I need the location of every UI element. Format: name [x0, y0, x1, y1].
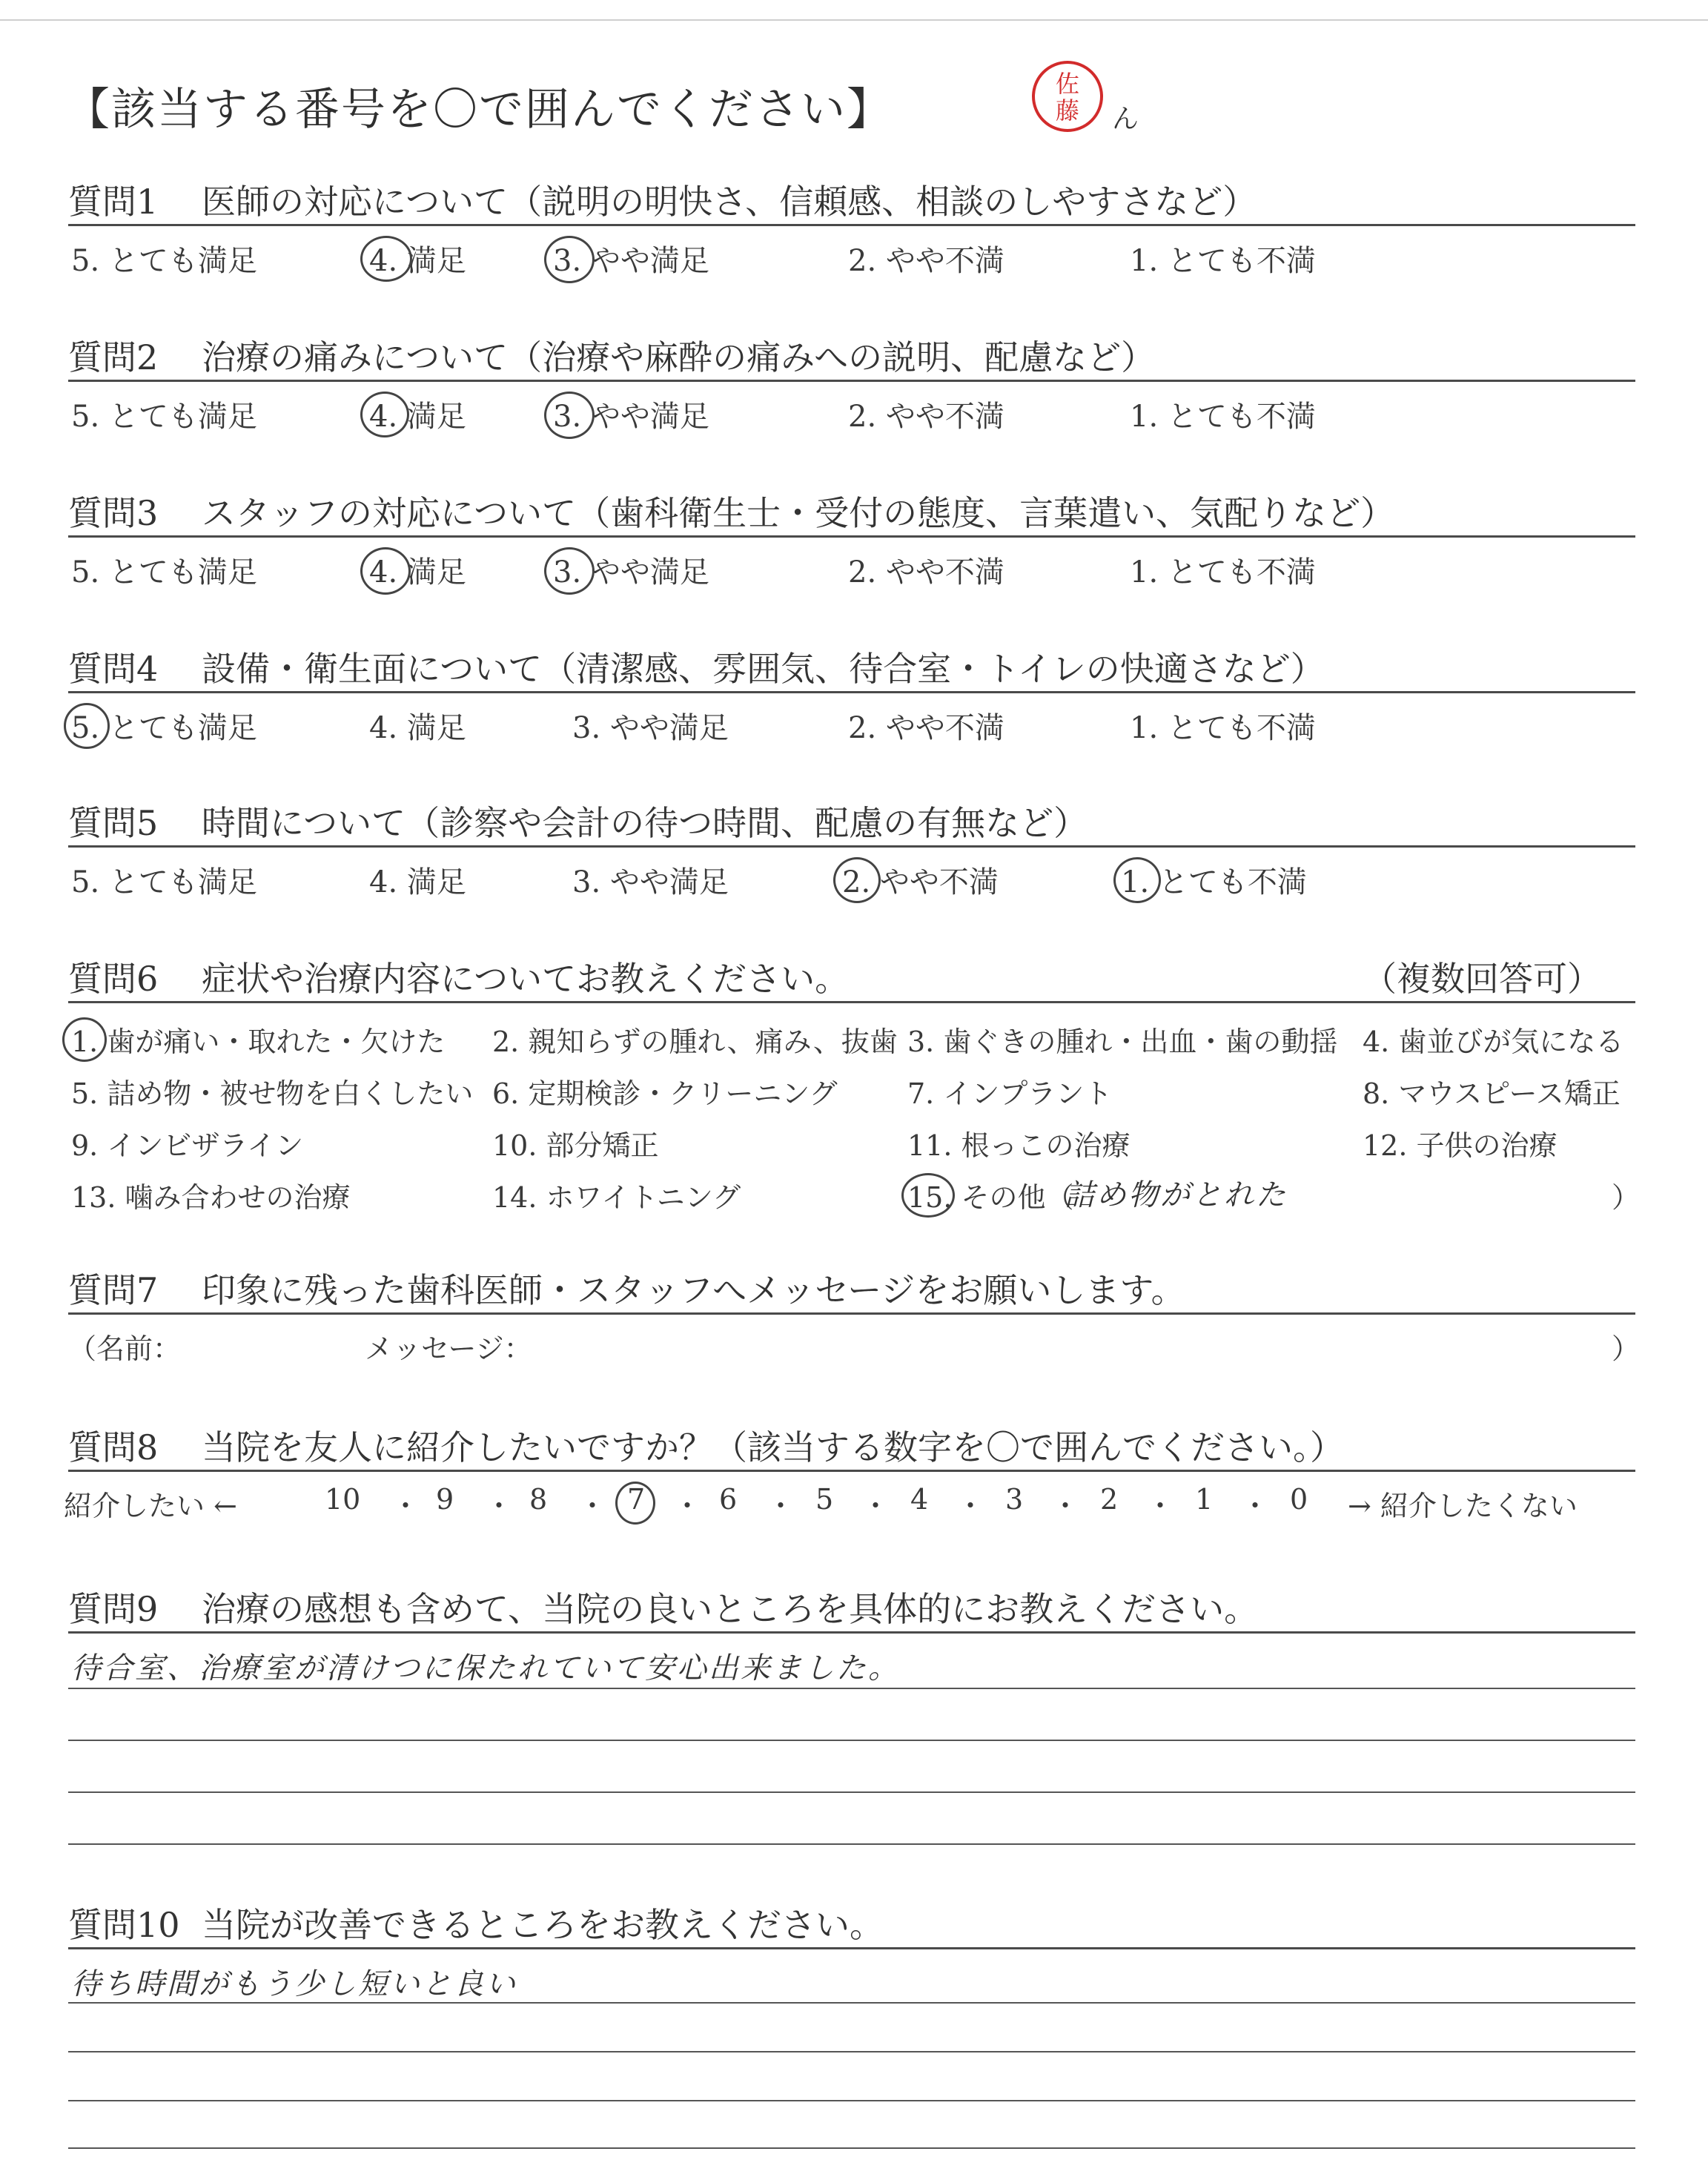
- q5-option-2[interactable]: 2. やや不満: [842, 865, 999, 899]
- seal-stamp: [1029, 58, 1106, 135]
- svg-text:佐: 佐: [1055, 70, 1080, 98]
- q5-label: 質問5: [68, 803, 159, 843]
- q6-text: 症状や治療内容についてお教えください。: [202, 959, 850, 999]
- q8-dot-2: ・: [485, 1490, 514, 1522]
- q6-item-8[interactable]: 8. マウスピース矯正: [1363, 1077, 1621, 1110]
- q8-score-10[interactable]: 10: [325, 1483, 361, 1516]
- q3-option-4[interactable]: 4. 満足: [369, 555, 466, 589]
- q8-dot-7: ・: [956, 1490, 985, 1522]
- q9-answer-line-2: [68, 1740, 1635, 1741]
- q7-close-paren: ）: [1612, 1332, 1641, 1365]
- q2-option-3[interactable]: 3. やや満足: [553, 400, 709, 434]
- q8-dot-9: ・: [1146, 1490, 1175, 1522]
- q9-answer-line-3: [68, 1791, 1635, 1793]
- q5-text: 時間について（診察や会計の待つ時間、配慮の有無など）: [202, 803, 1088, 843]
- q6-item-3[interactable]: 3. 歯ぐきの腫れ・出血・歯の動揺: [907, 1025, 1338, 1058]
- q9-answer[interactable]: 待合室、治療室が清けつに保たれていて安心出来ました。: [71, 1651, 900, 1685]
- q4-option-2[interactable]: 2. やや不満: [848, 711, 1004, 745]
- q8-dot-8: ・: [1051, 1490, 1080, 1522]
- q6-item-6[interactable]: 6. 定期検診・クリーニング: [492, 1077, 838, 1110]
- q6-item-10[interactable]: 10. 部分矯正: [492, 1129, 659, 1162]
- q6-item-15[interactable]: 15. その他（: [907, 1181, 1074, 1214]
- q4-option-4[interactable]: 4. 満足: [369, 711, 466, 745]
- q9-rule: [68, 1631, 1635, 1634]
- q6-label: 質問6: [68, 959, 159, 999]
- q9-answer-line-1: [68, 1688, 1635, 1689]
- q3-option-2[interactable]: 2. やや不満: [848, 555, 1004, 589]
- q5-option-3[interactable]: 3. やや満足: [572, 865, 729, 899]
- q4-label: 質問4: [68, 649, 159, 689]
- q10-text: 当院が改善できるところをお教えください。: [202, 1905, 884, 1945]
- q3-text: スタッフの対応について（歯科衛生士・受付の態度、言葉遣い、気配りなど）: [202, 493, 1395, 533]
- q1-option-4[interactable]: 4. 満足: [369, 244, 466, 278]
- q3-option-5[interactable]: 5. とても満足: [71, 555, 257, 589]
- q3-circle-mark-3: [544, 547, 595, 595]
- q2-text: 治療の痛みについて（治療や麻酔の痛みへの説明、配慮など）: [202, 337, 1156, 377]
- q8-dot-3: ・: [578, 1490, 607, 1522]
- q1-rule: [68, 224, 1635, 226]
- q8-score-8[interactable]: 8: [529, 1483, 548, 1516]
- q1-option-3[interactable]: 3. やや満足: [553, 244, 709, 278]
- q8-score-7[interactable]: 7: [627, 1483, 646, 1516]
- q6-item-2[interactable]: 2. 親知らずの腫れ、痛み、抜歯: [492, 1025, 898, 1058]
- q4-option-5[interactable]: 5. とても満足: [71, 711, 257, 745]
- q9-text: 治療の感想も含めて、当院の良いところを具体的にお教えください。: [202, 1589, 1259, 1629]
- q6-item-9[interactable]: 9. インビザライン: [71, 1129, 304, 1162]
- q8-score-4[interactable]: 4: [910, 1483, 929, 1516]
- q1-option-1[interactable]: 1. とても不満: [1130, 244, 1316, 278]
- q8-dot-4: ・: [673, 1490, 702, 1522]
- q3-option-1[interactable]: 1. とても不満: [1130, 555, 1316, 589]
- q2-option-4[interactable]: 4. 満足: [369, 400, 466, 434]
- q8-dot-1: ・: [391, 1490, 420, 1522]
- q6-other-close: ）: [1612, 1181, 1641, 1214]
- q1-circle-mark-4: [360, 236, 412, 282]
- q7-text: 印象に残った歯科医師・スタッフへメッセージをお願いします。: [202, 1270, 1185, 1310]
- q4-rule: [68, 691, 1635, 693]
- q8-left-label: 紹介したい ←: [64, 1490, 237, 1522]
- q6-other-answer[interactable]: 詰め物がとれた: [1065, 1178, 1288, 1212]
- q10-label: 質問10: [68, 1905, 180, 1945]
- q4-option-3[interactable]: 3. やや満足: [572, 711, 729, 745]
- q5-circle-mark-2: [833, 857, 881, 903]
- q7-label: 質問7: [68, 1270, 159, 1310]
- seal-suffix: ん: [1112, 104, 1142, 134]
- q6-item-12[interactable]: 12. 子供の治療: [1363, 1129, 1558, 1162]
- q3-option-3[interactable]: 3. やや満足: [553, 555, 709, 589]
- q3-label: 質問3: [68, 493, 159, 533]
- q6-item-5[interactable]: 5. 詰め物・被せ物を白くしたい: [71, 1077, 474, 1110]
- q10-rule: [68, 1947, 1635, 1949]
- q5-rule: [68, 845, 1635, 848]
- q8-score-6[interactable]: 6: [719, 1483, 738, 1516]
- q6-item-4[interactable]: 4. 歯並びが気になる: [1363, 1025, 1624, 1058]
- q10-answer-line-2: [68, 2051, 1635, 2052]
- q8-text: 当院を友人に紹介したいですか？（該当する数字を〇で囲んでください。）: [202, 1427, 1344, 1467]
- q5-option-4[interactable]: 4. 満足: [369, 865, 466, 899]
- q7-message-label: メッセージ：: [365, 1332, 532, 1365]
- q8-score-2[interactable]: 2: [1100, 1483, 1119, 1516]
- q2-rule: [68, 380, 1635, 382]
- q8-label: 質問8: [68, 1427, 159, 1467]
- q10-answer-line-3: [68, 2100, 1635, 2101]
- q10-answer[interactable]: 待ち時間がもう少し短いと良い: [71, 1967, 517, 2001]
- q1-text: 医師の対応について（説明の明快さ、信頼感、相談のしやすさなど）: [202, 182, 1257, 222]
- q2-option-2[interactable]: 2. やや不満: [848, 400, 1004, 434]
- q8-score-9[interactable]: 9: [436, 1483, 454, 1516]
- q2-circle-mark-4: [360, 392, 409, 437]
- q4-text: 設備・衛生面について（清潔感、雰囲気、待合室・トイレの快適さなど）: [202, 649, 1325, 689]
- q4-option-1[interactable]: 1. とても不満: [1130, 711, 1316, 745]
- q6-item-13[interactable]: 13. 噛み合わせの治療: [71, 1181, 351, 1214]
- q6-item-11[interactable]: 11. 根っこの治療: [907, 1129, 1131, 1162]
- q1-option-5[interactable]: 5. とても満足: [71, 244, 257, 278]
- q9-label: 質問9: [68, 1589, 159, 1629]
- q2-circle-mark-3: [544, 392, 595, 439]
- q8-rule: [68, 1470, 1635, 1472]
- q2-option-5[interactable]: 5. とても満足: [71, 400, 257, 434]
- q1-label: 質問1: [68, 182, 159, 222]
- q8-dot-10: ・: [1241, 1490, 1270, 1522]
- q8-score-5[interactable]: 5: [815, 1483, 834, 1516]
- q6-circle-mark-15: [901, 1173, 955, 1218]
- svg-text:藤: 藤: [1055, 96, 1080, 125]
- q8-score-3[interactable]: 3: [1005, 1483, 1024, 1516]
- q6-item-7[interactable]: 7. インプラント: [907, 1077, 1113, 1110]
- q4-circle-mark-5: [64, 703, 110, 749]
- q1-circle-mark-3: [544, 236, 595, 283]
- q6-rule: [68, 1001, 1635, 1003]
- q2-option-1[interactable]: 1. とても不満: [1130, 400, 1316, 434]
- q9-answer-line-4: [68, 1843, 1635, 1845]
- q6-circle-mark-1: [62, 1017, 107, 1062]
- q5-circle-mark-1: [1113, 857, 1161, 903]
- q10-answer-line-4: [68, 2147, 1635, 2149]
- q7-rule: [68, 1312, 1635, 1315]
- scan-edge: [0, 0, 1708, 21]
- q8-dot-5: ・: [767, 1490, 795, 1522]
- q5-option-5[interactable]: 5. とても満足: [71, 865, 257, 899]
- q10-answer-line-1: [68, 2002, 1635, 2004]
- q5-option-1[interactable]: 1. とても不満: [1121, 865, 1307, 899]
- q3-circle-mark-4: [360, 547, 411, 595]
- q7-name-label: （名前：: [68, 1332, 182, 1365]
- q6-item-14[interactable]: 14. ホワイトニング: [492, 1181, 741, 1214]
- q2-label: 質問2: [68, 337, 159, 377]
- q8-score-1[interactable]: 1: [1195, 1483, 1214, 1516]
- q8-score-0[interactable]: 0: [1290, 1483, 1308, 1516]
- q6-note: （複数回答可）: [1363, 959, 1601, 999]
- q8-right-label: → 紹介したくない: [1348, 1490, 1578, 1522]
- q3-rule: [68, 535, 1635, 538]
- q6-item-1[interactable]: 1. 歯が痛い・取れた・欠けた: [71, 1025, 446, 1058]
- q1-option-2[interactable]: 2. やや不満: [848, 244, 1004, 278]
- q8-dot-6: ・: [861, 1490, 890, 1522]
- page-title: 【該当する番号を〇で囲んでください】: [65, 84, 893, 136]
- q8-circle-mark-7: [615, 1482, 655, 1525]
